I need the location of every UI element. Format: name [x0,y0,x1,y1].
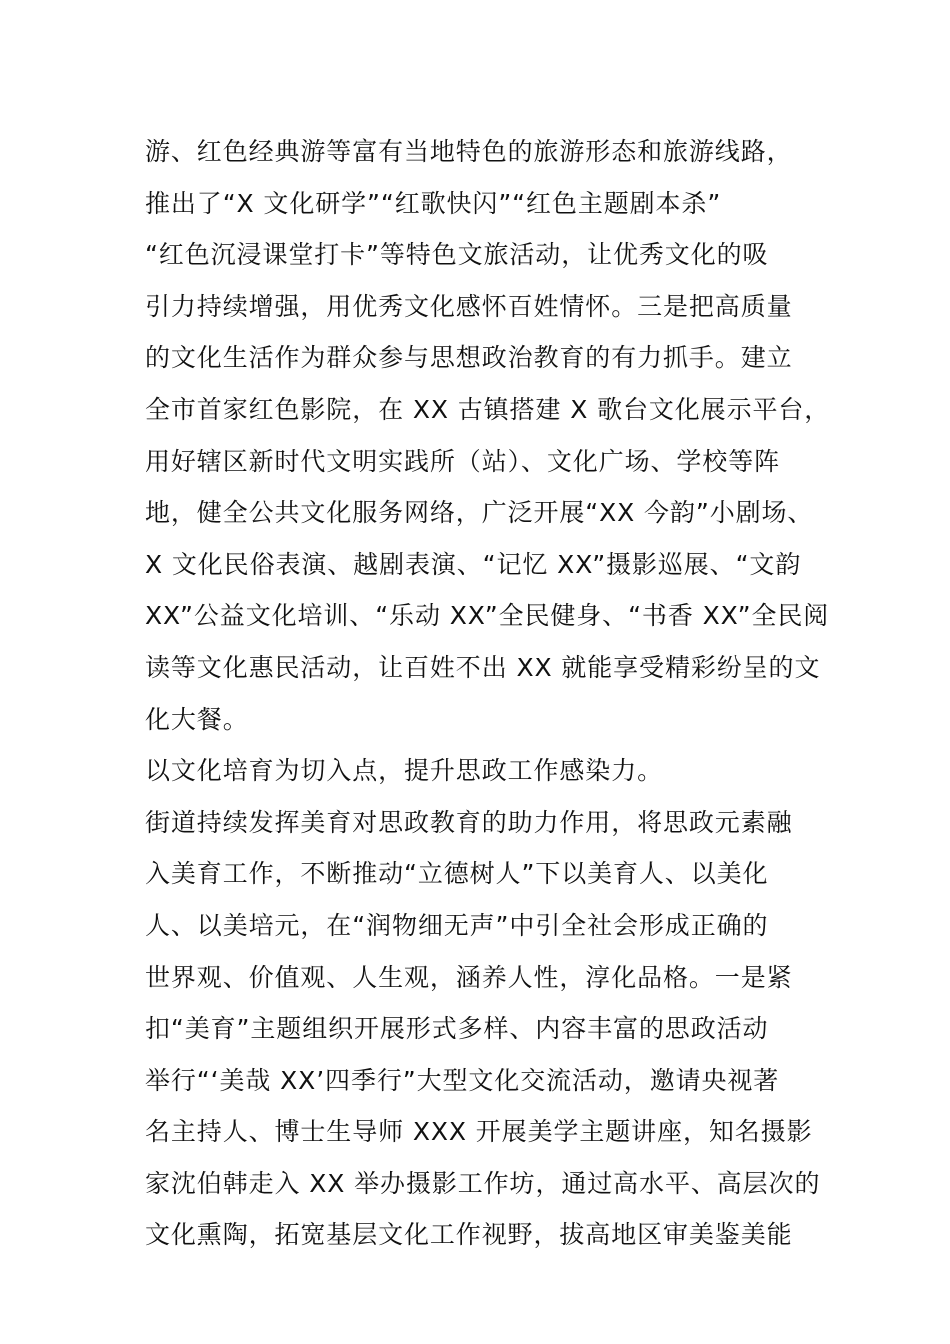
text-line: XX”公益文化培训、“乐动 XX”全民健身、“书香 XX”全民阅 [145,601,830,631]
text-line: 化大餐。 [145,704,249,734]
document-body [145,126,845,1261]
text-line: 文化熏陶，拓宽基层文化工作视野，拔高地区审美鉴美能 [145,1220,793,1250]
text-line: 举行“‘美哉 XX’四季行”大型文化交流活动，邀请央视著 [145,1065,780,1095]
text-line: 世界观、价值观、人生观，涵养人性，淳化品格。一是紧 [145,962,793,992]
text-line: 全市首家红色影院，在 XX 古镇搭建 X 歌台文化展示平台， [145,394,831,424]
section-heading-line: 以文化培育为切入点，提升思政工作感染力。 [145,756,664,786]
text-line: 入美育工作，不断推动“立德树人”下以美育人、以美化 [145,859,769,889]
text-line: X 文化民俗表演、越剧表演、“记忆 XX”摄影巡展、“文韵 [145,549,802,579]
text-line: 扣“美育”主题组织开展形式多样、内容丰富的思政活动 [145,1014,769,1044]
text-line: 推出了“X 文化研学”“红歌快闪”“红色主题剧本杀” [145,188,722,218]
text-line: “红色沉浸课堂打卡”等特色文旅活动，让优秀文化的吸 [145,240,769,270]
text-line: 地，健全公共文化服务网络，广泛开展“XX 今韵”小剧场、 [145,498,814,528]
text-line: 引力持续增强，用优秀文化感怀百姓情怀。三是把高质量 [145,291,793,321]
text-line: 用好辖区新时代文明实践所（站）、文化广场、学校等阵 [145,446,781,476]
text-line: 游、红色经典游等富有当地特色的旅游形态和旅游线路， [145,137,793,166]
text-line: 街道持续发挥美育对思政教育的助力作用，将思政元素融 [145,807,793,837]
text-line: 人、以美培元，在“润物细无声”中引全社会形成正确的 [145,910,769,940]
text-line: 读等文化惠民活动，让百姓不出 XX 就能享受精彩纷呈的文 [145,652,821,682]
text-line: 名主持人、博士生导师 XXX 开展美学主题讲座，知名摄影 [145,1117,813,1147]
text-line: 的文化生活作为群众参与思想政治教育的有力抓手。建立 [145,343,793,373]
text-line: 家沈伯韩走入 XX 举办摄影工作坊，通过高水平、高层次的 [145,1168,821,1198]
